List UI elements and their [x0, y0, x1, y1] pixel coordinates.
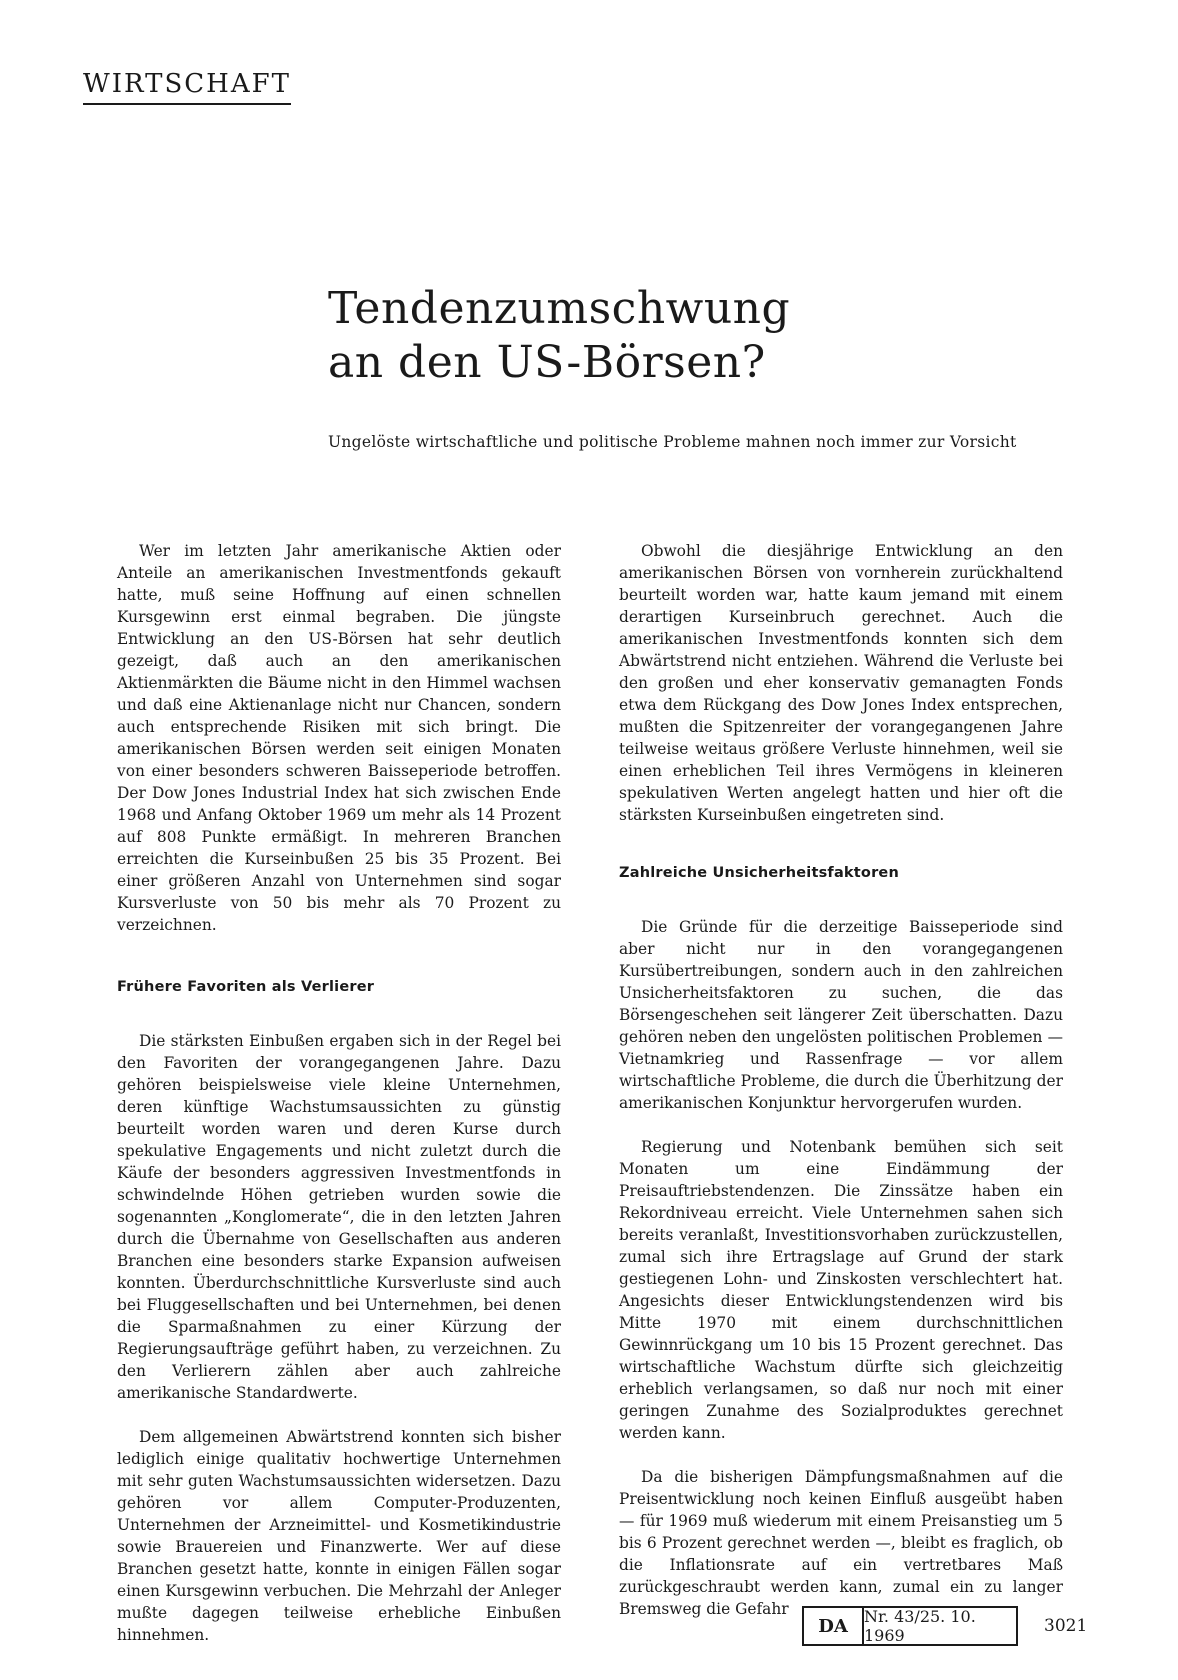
headline-line-1: Tendenzumschwung — [328, 283, 791, 334]
paragraph: Regierung und Notenbank bemühen sich seit Monaten um eine Eindämmung der Preisauftriebstendenzen. Die Zinssätze haben ein Rekordniveau erreicht. Viele Unternehmen sahen sich bereits veranlaßt, Investitionsvorhaben zurückzustellen, zumal sich ihre Ertragslage auf Grund der stark gestiegenen Lohn- und Zinskosten verschlechtert hat. Angesichts dieser Entwicklungstendenzen wird bis Mitte 1970 mit einem durchschnittlichen Gewinnrückgang um 10 bis 15 Prozent gerechnet. Das wirtschaftliche Wachstum dürfte sich gleichzeitig erheblich verlangsamen, so daß nur noch mit einer geringen Zunahme des Sozialproduktes gerechnet werden kann. — [619, 1138, 1063, 1442]
headline-line-2: an den US-Börsen? — [328, 337, 766, 388]
headline — [328, 282, 790, 390]
paragraph: Obwohl die diesjährige Entwicklung an den amerikanischen Börsen von vornherein zurückhaltend beurteilt worden war, hatte kaum jemand mit einem derartigen Kurseinbruch gerechnet. Auch die amerikanischen Investmentfonds konnten sich dem Abwärtstrend nicht entziehen. Während die Verluste bei den großen und eher konservativ gemanagten Fonds etwa dem Rückgang des Dow Jones Index entsprechen, mußten die Spitzenreiter der vorangegangenen Jahre teilweise weitaus größere Verluste hinnehmen, weil sie einen erheblichen Teil ihres Vermögens in kleineren spekulativen Werten angelegt hatten und hier oft die stärksten Kurseinbußen eingetreten sind. — [619, 542, 1063, 824]
paragraph: Wer im letzten Jahr amerikanische Aktien oder Anteile an amerikanischen Investmentfonds gekauft hatte, muß seine Hoffnung auf einen schnellen Kursgewinn erst einmal begraben. Die jüngste Entwicklung an den US-Börsen hat sehr deutlich gezeigt, daß auch an den amerikanischen Aktienmärkten die Bäume nicht in den Himmel wachsen und daß eine Aktienanlage nicht nur Chancen, sondern auch entsprechende Risiken mit sich bringt. Die amerikanischen Börsen werden seit einigen Monaten von einer besonders schweren Baisseperiode betroffen. Der Dow Jones Industrial Index hat sich zwischen Ende 1968 und Anfang Oktober 1969 um mehr als 14 Prozent auf 808 Punkte ermäßigt. In mehreren Branchen erreichten die Kurseinbußen 25 bis 35 Prozent. Bei einer größeren Anzahl von Unternehmen sind sogar Kursverluste von 50 bis mehr als 70 Prozent zu verzeichnen. — [117, 542, 561, 934]
publication-logo: DA — [804, 1608, 864, 1644]
section-heading: Zahlreiche Unsicherheitsfaktoren — [619, 865, 899, 881]
section-label: WIRTSCHAFT — [83, 70, 291, 105]
subtitle: Ungelöste wirtschaftliche und politische Probleme mahnen noch immer zur Vorsicht — [328, 433, 1017, 451]
page-footer — [802, 1606, 1087, 1646]
paragraph: Dem allgemeinen Abwärtstrend konnten sich bisher lediglich einige qualitativ hochwertige Unternehmen mit sehr guten Wachstumsaussichten widersetzen. Dazu gehören vor allem Computer-Produzenten, Unternehmen der Arzneimittel- und Kosmetikindustrie sowie Brauereien und Finanzwerte. Wer auf diese Branchen gesetzt hatte, konnte in einigen Fällen sogar einen Kursgewinn verbuchen. Die Mehrzahl der Anleger mußte dagegen teilweise erhebliche Einbußen hinnehmen. — [117, 1428, 561, 1644]
paragraph: Da die bisherigen Dämpfungsmaßnahmen auf die Preisentwicklung noch keinen Einfluß ausgeübt haben — für 1969 muß wiederum mit einem Preisanstieg um 5 bis 6 Prozent gerechnet werden —, bleibt es fraglich, ob die Inflationsrate auf ein vertretbares Maß zurückgeschraubt werden kann, zumal ein zu langer Bremsweg die Gefahr — [619, 1468, 1063, 1618]
left-column — [117, 540, 561, 1668]
section-heading: Frühere Favoriten als Verlierer — [117, 979, 375, 995]
paragraph: Die Gründe für die derzeitige Baisseperiode sind aber nicht nur in den vorangegangenen Kursübertreibungen, sondern auch in den zahlreichen Unsicherheitsfaktoren zu suchen, die das Börsengeschehen seit längerer Zeit überschatten. Dazu gehören neben den ungelösten politischen Problemen — Vietnamkrieg und Rassenfrage — vor allem wirtschaftliche Probleme, die durch die Überhitzung der amerikanischen Konjunktur hervorgerufen wurden. — [619, 918, 1063, 1112]
page-number: 3021 — [1044, 1616, 1088, 1636]
paragraph: Die stärksten Einbußen ergaben sich in der Regel bei den Favoriten der vorangegangenen Jahre. Dazu gehören beispielsweise viele kleine Unternehmen, deren künftige Wachstumsaussichten zu günstig beurteilt worden waren und deren Kurse durch spekulative Engagements und nicht zuletzt durch die Käufe der besonders aggressiven Investmentfonds in schwindelnde Höhen getrieben wurden sowie die sogenannten „Konglomerate“, die in den letzten Jahren durch die Übernahme von Gesellschaften aus anderen Branchen eine besonders starke Expansion aufweisen konnten. Überdurchschnittliche Kursverluste sind auch bei Fluggesellschaften und bei Unternehmen, bei denen die Sparmaßnahmen zu einer Kürzung der Regierungsaufträge geführt haben, zu verzeichnen. Zu den Verlierern zählen aber auch zahlreiche amerikanische Standardwerte. — [117, 1032, 561, 1402]
issue-info: Nr. 43/25. 10. 1969 — [864, 1607, 976, 1645]
masthead-box — [802, 1606, 1018, 1646]
right-column — [619, 540, 1063, 1645]
